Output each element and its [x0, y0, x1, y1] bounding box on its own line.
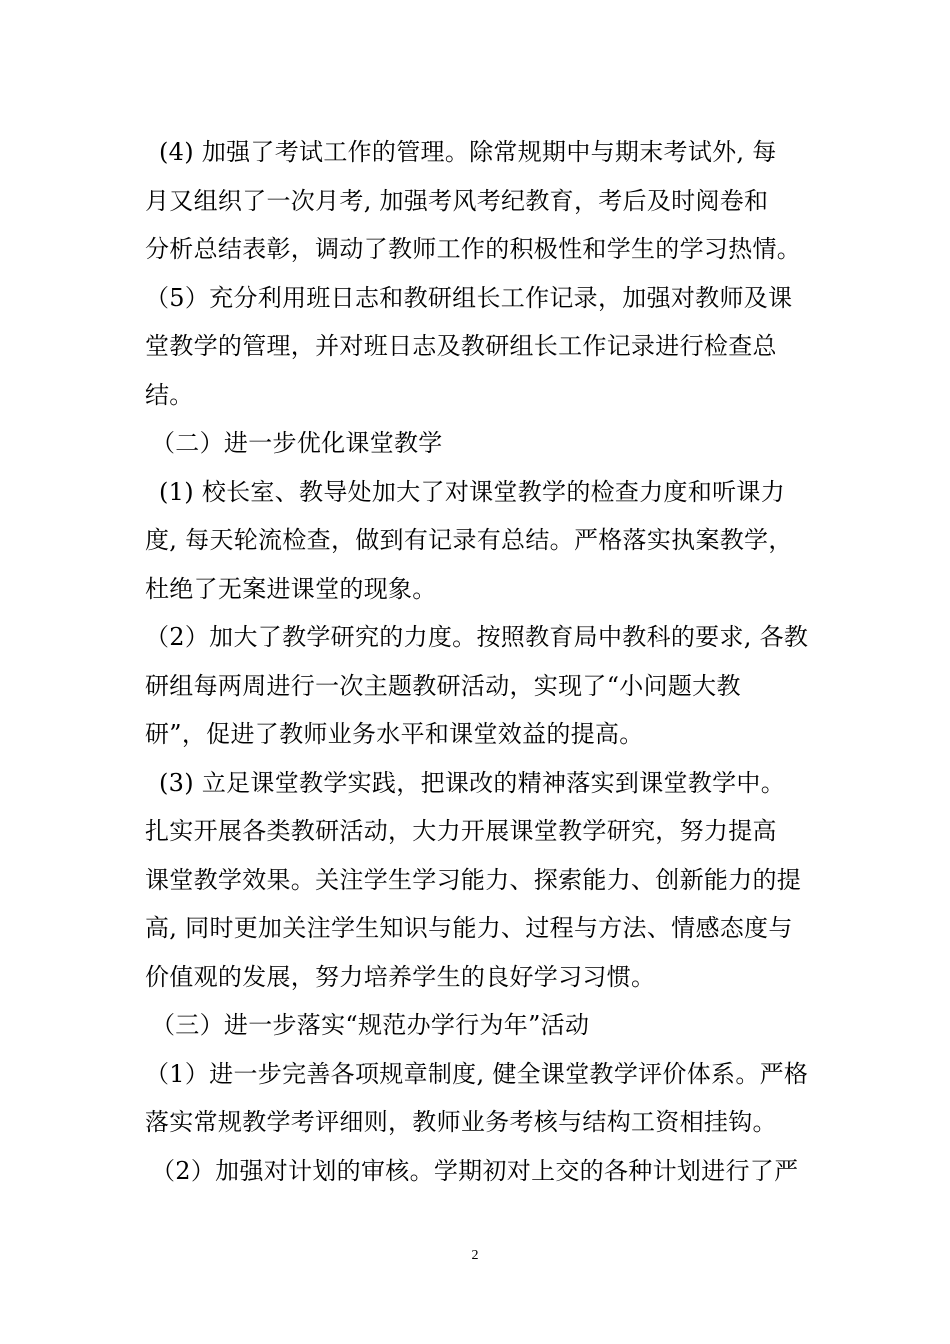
text-line: (4) 加强了考试工作的管理。除常规期中与期末考试外, 每 [159, 138, 777, 166]
text-line: 研”，促进了教师业务水平和课堂效益的提高。 [145, 720, 644, 748]
text-line: 落实常规教学考评细则，教师业务考核与结构工资相挂钩。 [145, 1108, 777, 1136]
text-line: 杜绝了无案进课堂的现象。 [145, 574, 437, 603]
text-line: （2）加强对计划的审核。学期初对上交的各种计划进行了严 [151, 1156, 799, 1185]
text-line: 研组每两周进行一次主题教研活动，实现了“小问题大教 [145, 671, 741, 700]
text-line: 月又组织了一次月考, 加强考风考纪教育，考后及时阅卷和 [145, 186, 769, 215]
text-line: 扎实开展各类教研活动，大力开展课堂教学研究，努力提高 [145, 817, 777, 845]
text-line: （5）充分利用班日志和教研组长工作记录，加强对教师及课 [145, 283, 793, 312]
text-line: 度, 每天轮流检查，做到有记录有总结。严格落实执案教学， [145, 526, 793, 554]
text-line: 课堂教学效果。关注学生学习能力、探索能力、创新能力的提 [145, 865, 802, 894]
section-heading: （二）进一步优化课堂教学 [151, 429, 443, 457]
text-line: 结。 [145, 380, 194, 409]
text-line: 价值观的发展，努力培养学生的良好学习习惯。 [145, 962, 656, 991]
text-line: （2）加大了教学研究的力度。按照教育局中教科的要求, 各教 [145, 623, 809, 651]
body-text [145, 128, 810, 1195]
text-line: 分析总结表彰，调动了教师工作的积极性和学生的学习热情。 [145, 235, 802, 263]
page-number: 2 [471, 1248, 479, 1263]
section-heading: （三）进一步落实“规范办学行为年”活动 [151, 1011, 590, 1039]
text-line: 堂教学的管理，并对班日志及教研组长工作记录进行检查总 [145, 332, 777, 360]
text-line: (3) 立足课堂教学实践，把课改的精神落实到课堂教学中。 [159, 768, 786, 797]
text-line: (1) 校长室、教导处加大了对课堂教学的检查力度和听课力 [159, 477, 786, 506]
text-line: 高, 同时更加关注学生知识与能力、过程与方法、情感态度与 [145, 914, 793, 942]
text-line: （1）进一步完善各项规章制度, 健全课堂教学评价体系。严格 [145, 1059, 809, 1088]
